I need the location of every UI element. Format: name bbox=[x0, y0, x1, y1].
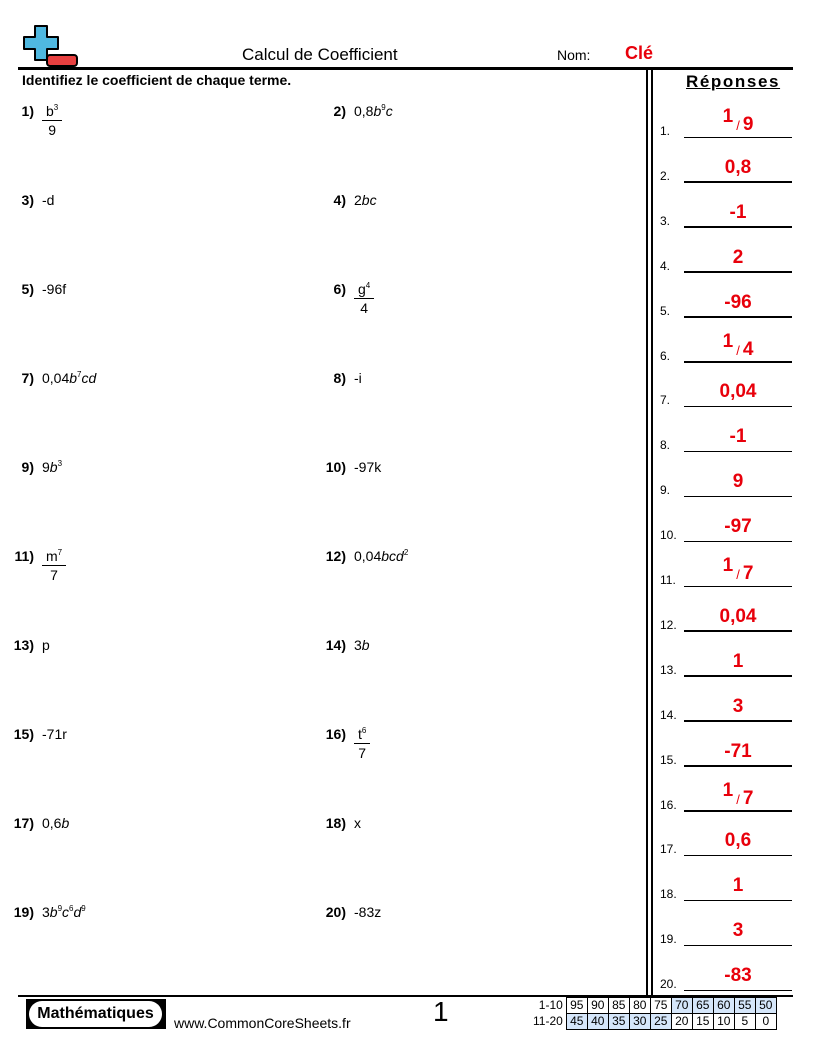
problem-number: 16) bbox=[325, 726, 346, 742]
answer-number: 16. bbox=[660, 797, 677, 812]
answer-number: 18. bbox=[660, 887, 677, 902]
score-cell: 30 bbox=[629, 1014, 650, 1030]
score-cell: 65 bbox=[692, 998, 713, 1014]
score-cell: 25 bbox=[650, 1014, 671, 1030]
answer-row bbox=[660, 739, 792, 767]
answer-number: 20. bbox=[660, 977, 677, 992]
answer-row bbox=[660, 555, 792, 587]
answer-number: 4. bbox=[660, 258, 671, 273]
answer-row bbox=[660, 828, 792, 856]
problem-expression: $3b^9c^6d^9$ bbox=[42, 904, 86, 920]
answer-row bbox=[660, 379, 792, 407]
problem-expression: $0,04b^7cd$ bbox=[42, 370, 97, 386]
column-divider bbox=[651, 70, 653, 995]
problem-item bbox=[0, 370, 96, 386]
problem-item bbox=[0, 192, 54, 208]
problem-item bbox=[312, 370, 362, 386]
problem-number: 11) bbox=[14, 548, 34, 564]
answer-number: 11. bbox=[660, 573, 676, 587]
answer-number: 13. bbox=[660, 662, 677, 677]
column-divider bbox=[646, 70, 648, 995]
fraction-denominator: 4 bbox=[360, 300, 369, 316]
answer-number: 10. bbox=[660, 528, 677, 543]
answer-value: 9 bbox=[732, 471, 744, 493]
instructions: Identifiez le coefficient de chaque terme. bbox=[22, 72, 292, 88]
problem-expression bbox=[42, 103, 62, 139]
answer-value: 2 bbox=[732, 246, 744, 268]
answer-number: 15. bbox=[660, 752, 677, 767]
problem-item bbox=[0, 726, 67, 742]
answer-number: 7. bbox=[660, 393, 671, 408]
score-cell: 55 bbox=[734, 998, 755, 1014]
answer-line bbox=[684, 271, 792, 273]
answer-line bbox=[684, 406, 792, 408]
problem-number: 20) bbox=[325, 904, 346, 920]
answer-value: 3 bbox=[732, 695, 744, 717]
answer-row bbox=[660, 694, 792, 722]
answer-line bbox=[684, 586, 792, 588]
fraction-numerator: $t^6$ bbox=[354, 726, 370, 744]
problem-number: 7) bbox=[21, 370, 34, 386]
answer-row bbox=[660, 514, 792, 542]
answer-row bbox=[660, 779, 792, 812]
answer-value: -1 bbox=[729, 201, 747, 223]
score-row bbox=[530, 998, 776, 1014]
problem-expression: 2bc bbox=[354, 192, 377, 208]
problem-number: 19) bbox=[13, 904, 34, 920]
answer-value: -97 bbox=[724, 516, 752, 538]
score-cell: 20 bbox=[671, 1014, 692, 1030]
answer-number: 3. bbox=[660, 213, 671, 228]
answer-number: 17. bbox=[660, 842, 677, 857]
answer-value: 1 bbox=[732, 650, 744, 672]
score-range-label: 11-20 bbox=[533, 1014, 563, 1028]
problem-number: 12) bbox=[325, 548, 346, 564]
fraction-denominator: 7 bbox=[50, 567, 58, 583]
score-cell: 95 bbox=[566, 998, 587, 1014]
problem-item bbox=[312, 637, 370, 653]
answer-value: -83 bbox=[724, 965, 752, 987]
problem-number: 18) bbox=[325, 815, 346, 831]
problem-item bbox=[312, 103, 393, 119]
name-value: Clé bbox=[625, 43, 654, 63]
worksheet-title: Calcul de Coefficient bbox=[242, 45, 398, 64]
fraction-denominator: 7 bbox=[358, 745, 367, 761]
answer-line bbox=[684, 675, 792, 677]
score-cell: 85 bbox=[608, 998, 629, 1014]
problem-number: 5) bbox=[21, 281, 34, 297]
answer-line bbox=[684, 810, 792, 812]
answer-number: 8. bbox=[660, 438, 671, 453]
answer-value: 3 bbox=[732, 920, 744, 942]
answer-line bbox=[684, 137, 792, 139]
answer-line bbox=[684, 496, 792, 498]
problem-expression: -71r bbox=[42, 726, 67, 742]
answer-value: 1 bbox=[732, 875, 744, 897]
answer-line bbox=[684, 855, 792, 857]
problem-expression: 0,04bcd$^2$ bbox=[354, 548, 409, 564]
fraction-numerator: $g^4$ bbox=[354, 281, 374, 299]
answer-number: 19. bbox=[660, 932, 677, 947]
answer-row bbox=[660, 424, 792, 452]
answer-row bbox=[660, 155, 792, 183]
score-table bbox=[530, 997, 777, 1030]
answer-line bbox=[684, 630, 792, 632]
answer-number: 6. bbox=[660, 348, 671, 363]
answer-number: 5. bbox=[660, 303, 671, 318]
header-divider bbox=[18, 67, 793, 70]
problem-expression: 3b bbox=[354, 637, 370, 653]
page-number: 1 bbox=[433, 996, 449, 1027]
problem-item bbox=[0, 637, 50, 653]
answer-value: -71 bbox=[724, 740, 752, 762]
problem-expression bbox=[354, 726, 370, 762]
problem-item bbox=[312, 548, 408, 564]
answer-row bbox=[660, 469, 792, 497]
problem-item bbox=[312, 815, 361, 831]
problem-expression bbox=[42, 548, 66, 584]
answer-line bbox=[684, 361, 792, 363]
problem-number: 6) bbox=[333, 281, 346, 297]
answer-row bbox=[660, 106, 792, 138]
answer-row bbox=[660, 918, 792, 946]
problem-item bbox=[312, 726, 370, 762]
answer-line bbox=[684, 541, 792, 543]
answer-line bbox=[684, 945, 792, 947]
site-url: www.CommonCoreSheets.fr bbox=[174, 1015, 351, 1031]
problem-item bbox=[312, 459, 381, 475]
problem-item bbox=[0, 281, 66, 297]
score-cell: 80 bbox=[629, 998, 650, 1014]
problem-expression bbox=[354, 281, 374, 317]
problem-expression: -83z bbox=[354, 904, 382, 920]
problem-number: 2) bbox=[333, 103, 346, 119]
fraction-numerator: $m^7$ bbox=[42, 548, 66, 566]
problem-number: 4) bbox=[333, 192, 346, 208]
score-row bbox=[530, 1014, 776, 1030]
problem-number: 3) bbox=[21, 192, 34, 208]
answer-row bbox=[660, 604, 792, 632]
answer-line bbox=[684, 451, 792, 453]
problem-expression: -97k bbox=[354, 459, 382, 475]
score-cell: 50 bbox=[755, 998, 776, 1014]
score-cell: 10 bbox=[713, 1014, 734, 1030]
answer-value: 0,8 bbox=[724, 156, 752, 178]
problem-item bbox=[0, 459, 62, 475]
answer-number: 14. bbox=[660, 707, 677, 722]
subject-badge: Mathématiques bbox=[29, 1001, 162, 1027]
answer-row bbox=[660, 873, 792, 901]
answer-row bbox=[660, 330, 792, 363]
answer-line bbox=[684, 226, 792, 228]
answer-row bbox=[660, 290, 792, 318]
problem-number: 1) bbox=[21, 103, 34, 119]
name-label: Nom: bbox=[557, 47, 591, 63]
fraction-denominator: 9 bbox=[48, 122, 57, 138]
problem-expression: $9b^3$ bbox=[42, 459, 63, 475]
answer-value: 0,04 bbox=[719, 381, 757, 403]
problem-number: 17) bbox=[13, 815, 34, 831]
problem-number: 13) bbox=[13, 637, 34, 653]
problem-expression: -96f bbox=[42, 281, 67, 297]
problem-item bbox=[312, 192, 377, 208]
answer-number: 9. bbox=[660, 483, 671, 498]
score-cell: 45 bbox=[566, 1014, 587, 1030]
score-cell: 60 bbox=[713, 998, 734, 1014]
answers-title: Réponses bbox=[686, 72, 781, 91]
answer-value: 0,6 bbox=[724, 830, 752, 852]
answer-value: -1 bbox=[729, 426, 747, 448]
problem-item bbox=[0, 815, 69, 831]
problem-item bbox=[0, 103, 62, 139]
problem-item bbox=[312, 904, 381, 920]
answer-value: 1 / 9 bbox=[722, 106, 754, 135]
problem-item bbox=[0, 548, 66, 584]
answer-number: 12. bbox=[660, 617, 677, 632]
problem-item bbox=[0, 904, 86, 920]
score-cell: 15 bbox=[692, 1014, 713, 1030]
answer-line bbox=[684, 181, 792, 183]
problem-expression: $0,8b^9c$ bbox=[354, 103, 393, 119]
score-cell: 90 bbox=[587, 998, 608, 1014]
answer-value: 1 / 7 bbox=[722, 555, 754, 584]
answer-number: 2. bbox=[660, 168, 671, 183]
score-cell: 35 bbox=[608, 1014, 629, 1030]
score-cell: 70 bbox=[671, 998, 692, 1014]
problem-number: 8) bbox=[333, 370, 346, 386]
problem-number: 14) bbox=[325, 637, 346, 653]
score-cell: 75 bbox=[650, 998, 671, 1014]
problem-number: 10) bbox=[325, 459, 346, 475]
answer-row bbox=[660, 245, 792, 273]
answer-value: 0,04 bbox=[719, 605, 757, 627]
answer-line bbox=[684, 316, 792, 318]
problem-expression: p bbox=[42, 637, 50, 653]
logo-icon bbox=[20, 24, 80, 68]
answer-value: 1 / 7 bbox=[722, 779, 754, 809]
answer-line bbox=[684, 720, 792, 722]
answer-value: -96 bbox=[724, 291, 752, 313]
answer-line bbox=[684, 900, 792, 902]
score-range-label: 1-10 bbox=[538, 998, 563, 1012]
answer-row bbox=[660, 200, 792, 228]
answer-line bbox=[684, 990, 792, 992]
answer-line bbox=[684, 765, 792, 767]
score-cell: 5 bbox=[734, 1014, 755, 1030]
answer-value: 1 / 4 bbox=[722, 330, 754, 360]
fraction-numerator: $b^3$ bbox=[42, 103, 62, 121]
problem-number: 15) bbox=[13, 726, 34, 742]
answer-number: 1. bbox=[660, 124, 671, 138]
problem-expression: -d bbox=[42, 192, 55, 208]
score-cell: 0 bbox=[755, 1014, 776, 1030]
answer-row bbox=[660, 649, 792, 677]
problem-expression: 0,6b bbox=[42, 815, 70, 831]
problem-number: 9) bbox=[21, 459, 34, 475]
problem-item bbox=[312, 281, 374, 317]
score-cell: 40 bbox=[587, 1014, 608, 1030]
problem-expression: x bbox=[354, 815, 361, 831]
problem-expression: -i bbox=[354, 370, 362, 386]
answer-row bbox=[660, 963, 792, 991]
